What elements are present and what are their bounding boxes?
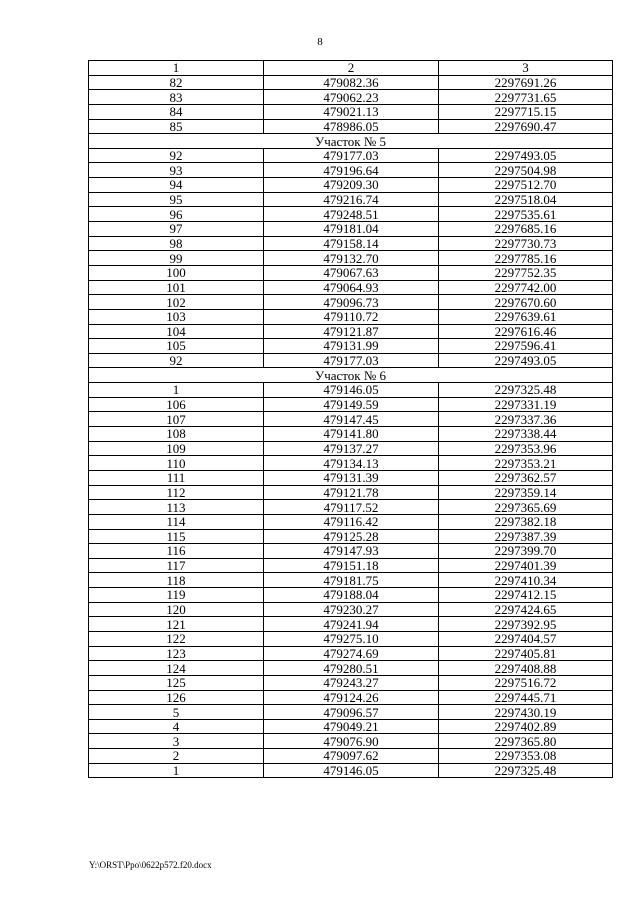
table-row xyxy=(89,397,613,412)
cell-point-number: 122 xyxy=(89,631,264,646)
table-row xyxy=(89,763,613,778)
cell-y-coordinate: 2297353.08 xyxy=(439,749,613,764)
cell-y-coordinate: 2297731.65 xyxy=(439,90,613,105)
cell-x-coordinate: 479181.04 xyxy=(264,222,439,237)
table-row xyxy=(89,500,613,515)
table-body xyxy=(89,75,613,778)
header-cell-x: 2 xyxy=(264,61,439,76)
cell-x-coordinate: 479146.05 xyxy=(264,763,439,778)
cell-x-coordinate: 479177.03 xyxy=(264,353,439,368)
cell-point-number: 102 xyxy=(89,295,264,310)
cell-y-coordinate: 2297410.34 xyxy=(439,573,613,588)
cell-point-number: 3 xyxy=(89,734,264,749)
cell-x-coordinate: 479177.03 xyxy=(264,148,439,163)
table-row xyxy=(89,441,613,456)
cell-x-coordinate: 479196.64 xyxy=(264,163,439,178)
cell-point-number: 119 xyxy=(89,588,264,603)
table-row xyxy=(89,251,613,266)
section-header-row xyxy=(89,134,613,149)
table-row xyxy=(89,675,613,690)
cell-y-coordinate: 2297670.60 xyxy=(439,295,613,310)
cell-x-coordinate: 479131.99 xyxy=(264,339,439,354)
cell-x-coordinate: 479096.73 xyxy=(264,295,439,310)
cell-x-coordinate: 479082.36 xyxy=(264,75,439,90)
cell-x-coordinate: 479241.94 xyxy=(264,617,439,632)
cell-y-coordinate: 2297325.48 xyxy=(439,383,613,398)
cell-x-coordinate: 479049.21 xyxy=(264,719,439,734)
cell-point-number: 104 xyxy=(89,324,264,339)
cell-point-number: 92 xyxy=(89,148,264,163)
cell-x-coordinate: 479280.51 xyxy=(264,661,439,676)
header-cell-y: 3 xyxy=(439,61,613,76)
cell-point-number: 125 xyxy=(89,675,264,690)
header-cell-point-number: 1 xyxy=(89,61,264,76)
cell-x-coordinate: 479151.18 xyxy=(264,558,439,573)
cell-y-coordinate: 2297685.16 xyxy=(439,222,613,237)
cell-y-coordinate: 2297382.18 xyxy=(439,514,613,529)
cell-point-number: 1 xyxy=(89,763,264,778)
cell-point-number: 126 xyxy=(89,690,264,705)
cell-point-number: 113 xyxy=(89,500,264,515)
cell-y-coordinate: 2297493.05 xyxy=(439,353,613,368)
cell-point-number: 105 xyxy=(89,339,264,354)
cell-y-coordinate: 2297401.39 xyxy=(439,558,613,573)
table-row xyxy=(89,119,613,134)
cell-point-number: 117 xyxy=(89,558,264,573)
cell-point-number: 116 xyxy=(89,544,264,559)
cell-y-coordinate: 2297430.19 xyxy=(439,705,613,720)
table-row xyxy=(89,749,613,764)
cell-x-coordinate: 479121.87 xyxy=(264,324,439,339)
cell-x-coordinate: 479147.93 xyxy=(264,544,439,559)
cell-point-number: 96 xyxy=(89,207,264,222)
cell-x-coordinate: 479110.72 xyxy=(264,309,439,324)
table-row xyxy=(89,236,613,251)
cell-point-number: 121 xyxy=(89,617,264,632)
cell-point-number: 107 xyxy=(89,412,264,427)
cell-point-number: 4 xyxy=(89,719,264,734)
cell-y-coordinate: 2297408.88 xyxy=(439,661,613,676)
cell-point-number: 124 xyxy=(89,661,264,676)
cell-y-coordinate: 2297691.26 xyxy=(439,75,613,90)
table-row xyxy=(89,631,613,646)
cell-x-coordinate: 479181.75 xyxy=(264,573,439,588)
cell-x-coordinate: 479124.26 xyxy=(264,690,439,705)
table-row xyxy=(89,280,613,295)
table-row xyxy=(89,470,613,485)
cell-y-coordinate: 2297412.15 xyxy=(439,588,613,603)
cell-y-coordinate: 2297365.80 xyxy=(439,734,613,749)
cell-x-coordinate: 479076.90 xyxy=(264,734,439,749)
cell-y-coordinate: 2297742.00 xyxy=(439,280,613,295)
cell-y-coordinate: 2297331.19 xyxy=(439,397,613,412)
cell-y-coordinate: 2297325.48 xyxy=(439,763,613,778)
cell-x-coordinate: 479137.27 xyxy=(264,441,439,456)
cell-y-coordinate: 2297785.16 xyxy=(439,251,613,266)
table-header-row xyxy=(89,61,613,76)
footer-file-path: Y:\ORST\Ppo\0622p572.f20.docx xyxy=(89,860,212,870)
cell-y-coordinate: 2297353.21 xyxy=(439,456,613,471)
cell-y-coordinate: 2297365.69 xyxy=(439,500,613,515)
table-row xyxy=(89,222,613,237)
cell-x-coordinate: 479116.42 xyxy=(264,514,439,529)
table-row xyxy=(89,514,613,529)
cell-x-coordinate: 479158.14 xyxy=(264,236,439,251)
cell-point-number: 97 xyxy=(89,222,264,237)
cell-y-coordinate: 2297752.35 xyxy=(439,265,613,280)
cell-x-coordinate: 479149.59 xyxy=(264,397,439,412)
cell-point-number: 115 xyxy=(89,529,264,544)
cell-y-coordinate: 2297405.81 xyxy=(439,646,613,661)
cell-point-number: 106 xyxy=(89,397,264,412)
cell-x-coordinate: 479117.52 xyxy=(264,500,439,515)
table-row xyxy=(89,295,613,310)
cell-x-coordinate: 479132.70 xyxy=(264,251,439,266)
cell-y-coordinate: 2297402.89 xyxy=(439,719,613,734)
table-row xyxy=(89,207,613,222)
cell-point-number: 114 xyxy=(89,514,264,529)
cell-y-coordinate: 2297392.95 xyxy=(439,617,613,632)
cell-point-number: 84 xyxy=(89,104,264,119)
cell-point-number: 101 xyxy=(89,280,264,295)
table-row xyxy=(89,529,613,544)
table-row xyxy=(89,339,613,354)
cell-point-number: 123 xyxy=(89,646,264,661)
table-row xyxy=(89,705,613,720)
cell-x-coordinate: 479064.93 xyxy=(264,280,439,295)
cell-x-coordinate: 479248.51 xyxy=(264,207,439,222)
cell-y-coordinate: 2297596.41 xyxy=(439,339,613,354)
cell-point-number: 83 xyxy=(89,90,264,105)
table-row xyxy=(89,309,613,324)
cell-x-coordinate: 479216.74 xyxy=(264,192,439,207)
cell-point-number: 92 xyxy=(89,353,264,368)
cell-y-coordinate: 2297504.98 xyxy=(439,163,613,178)
table-row xyxy=(89,544,613,559)
table-row xyxy=(89,324,613,339)
cell-x-coordinate: 479134.13 xyxy=(264,456,439,471)
table-row xyxy=(89,558,613,573)
cell-point-number: 110 xyxy=(89,456,264,471)
table-row xyxy=(89,617,613,632)
cell-y-coordinate: 2297359.14 xyxy=(439,485,613,500)
table-row xyxy=(89,719,613,734)
table-row xyxy=(89,104,613,119)
cell-x-coordinate: 479243.27 xyxy=(264,675,439,690)
cell-point-number: 85 xyxy=(89,119,264,134)
cell-x-coordinate: 479147.45 xyxy=(264,412,439,427)
table-row xyxy=(89,573,613,588)
cell-point-number: 94 xyxy=(89,178,264,193)
cell-y-coordinate: 2297616.46 xyxy=(439,324,613,339)
table-row xyxy=(89,588,613,603)
section-label: Участок № 6 xyxy=(89,368,613,383)
cell-x-coordinate: 479131.39 xyxy=(264,470,439,485)
cell-point-number: 112 xyxy=(89,485,264,500)
section-header-row xyxy=(89,368,613,383)
cell-y-coordinate: 2297445.71 xyxy=(439,690,613,705)
table-row xyxy=(89,661,613,676)
cell-y-coordinate: 2297516.72 xyxy=(439,675,613,690)
table-row xyxy=(89,75,613,90)
cell-x-coordinate: 479067.63 xyxy=(264,265,439,280)
cell-point-number: 103 xyxy=(89,309,264,324)
cell-x-coordinate: 479230.27 xyxy=(264,602,439,617)
cell-point-number: 120 xyxy=(89,602,264,617)
table-row xyxy=(89,383,613,398)
cell-point-number: 98 xyxy=(89,236,264,251)
cell-x-coordinate: 479097.62 xyxy=(264,749,439,764)
cell-y-coordinate: 2297512.70 xyxy=(439,178,613,193)
table-row xyxy=(89,646,613,661)
cell-x-coordinate: 479021.13 xyxy=(264,104,439,119)
cell-y-coordinate: 2297639.61 xyxy=(439,309,613,324)
cell-x-coordinate: 479275.10 xyxy=(264,631,439,646)
cell-y-coordinate: 2297518.04 xyxy=(439,192,613,207)
table-row xyxy=(89,485,613,500)
table-row xyxy=(89,353,613,368)
cell-point-number: 118 xyxy=(89,573,264,588)
coordinates-table xyxy=(88,60,613,778)
cell-y-coordinate: 2297424.65 xyxy=(439,602,613,617)
cell-y-coordinate: 2297338.44 xyxy=(439,427,613,442)
cell-x-coordinate: 479121.78 xyxy=(264,485,439,500)
cell-y-coordinate: 2297404.57 xyxy=(439,631,613,646)
cell-point-number: 99 xyxy=(89,251,264,266)
cell-x-coordinate: 478986.05 xyxy=(264,119,439,134)
cell-x-coordinate: 479062.23 xyxy=(264,90,439,105)
cell-x-coordinate: 479096.57 xyxy=(264,705,439,720)
table-row xyxy=(89,178,613,193)
cell-point-number: 108 xyxy=(89,427,264,442)
cell-x-coordinate: 479141.80 xyxy=(264,427,439,442)
cell-point-number: 82 xyxy=(89,75,264,90)
cell-y-coordinate: 2297387.39 xyxy=(439,529,613,544)
cell-x-coordinate: 479209.30 xyxy=(264,178,439,193)
table-row xyxy=(89,427,613,442)
table-row xyxy=(89,163,613,178)
table-row xyxy=(89,690,613,705)
table-row xyxy=(89,456,613,471)
table-row xyxy=(89,602,613,617)
cell-point-number: 5 xyxy=(89,705,264,720)
cell-y-coordinate: 2297337.36 xyxy=(439,412,613,427)
cell-y-coordinate: 2297493.05 xyxy=(439,148,613,163)
table-row xyxy=(89,192,613,207)
table-row xyxy=(89,265,613,280)
cell-point-number: 111 xyxy=(89,470,264,485)
cell-x-coordinate: 479146.05 xyxy=(264,383,439,398)
page-number: 8 xyxy=(317,36,323,48)
cell-point-number: 95 xyxy=(89,192,264,207)
cell-x-coordinate: 479274.69 xyxy=(264,646,439,661)
cell-y-coordinate: 2297399.70 xyxy=(439,544,613,559)
cell-y-coordinate: 2297715.15 xyxy=(439,104,613,119)
table-row xyxy=(89,90,613,105)
cell-x-coordinate: 479125.28 xyxy=(264,529,439,544)
table-row xyxy=(89,734,613,749)
cell-y-coordinate: 2297730.73 xyxy=(439,236,613,251)
cell-point-number: 100 xyxy=(89,265,264,280)
cell-y-coordinate: 2297353.96 xyxy=(439,441,613,456)
cell-y-coordinate: 2297362.57 xyxy=(439,470,613,485)
section-label: Участок № 5 xyxy=(89,134,613,149)
cell-y-coordinate: 2297690.47 xyxy=(439,119,613,134)
cell-y-coordinate: 2297535.61 xyxy=(439,207,613,222)
table-row xyxy=(89,412,613,427)
cell-x-coordinate: 479188.04 xyxy=(264,588,439,603)
cell-point-number: 93 xyxy=(89,163,264,178)
cell-point-number: 109 xyxy=(89,441,264,456)
table-row xyxy=(89,148,613,163)
cell-point-number: 2 xyxy=(89,749,264,764)
cell-point-number: 1 xyxy=(89,383,264,398)
